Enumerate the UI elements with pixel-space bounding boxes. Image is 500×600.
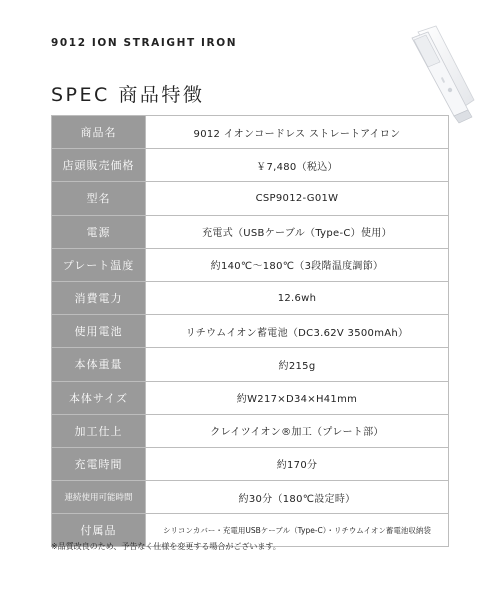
table-row xyxy=(52,348,449,381)
spec-table xyxy=(51,115,449,547)
spec-value: 約140℃〜180℃（3段階温度調節） xyxy=(146,248,449,281)
spec-label: プレート温度 xyxy=(52,248,146,281)
section-title: SPEC 商品特徴 xyxy=(51,84,205,106)
product-name: 9012 ION STRAIGHT IRON xyxy=(51,37,238,49)
spec-value: 約170分 xyxy=(146,447,449,480)
spec-value: クレイツイオン®加工（プレート部） xyxy=(146,414,449,447)
spec-label: 付属品 xyxy=(52,514,146,547)
table-row xyxy=(52,116,449,149)
spec-label: 本体サイズ xyxy=(52,381,146,414)
spec-label: 消費電力 xyxy=(52,281,146,314)
spec-label: 本体重量 xyxy=(52,348,146,381)
spec-label: 使用電池 xyxy=(52,315,146,348)
spec-label: 電源 xyxy=(52,215,146,248)
table-row xyxy=(52,481,449,514)
spec-value: 約215g xyxy=(146,348,449,381)
spec-label: 商品名 xyxy=(52,116,146,149)
table-row xyxy=(52,381,449,414)
spec-label: 加工仕上 xyxy=(52,414,146,447)
spec-label: 店頭販売価格 xyxy=(52,149,146,182)
spec-value: 9012 イオンコードレス ストレートアイロン xyxy=(146,116,449,149)
spec-label: 型名 xyxy=(52,182,146,215)
spec-value: シリコンカバー・充電用USBケーブル（Type-C）・リチウムイオン蓄電池収納袋 xyxy=(146,514,449,547)
footnote: ※品質改良のため、予告なく仕様を変更する場合がございます。 xyxy=(51,542,281,551)
spec-label: 充電時間 xyxy=(52,447,146,480)
spec-label: 連続使用可能時間 xyxy=(52,481,146,514)
spec-value: 12.6wh xyxy=(146,281,449,314)
spec-value: 充電式（USBケーブル（Type-C）使用） xyxy=(146,215,449,248)
table-row xyxy=(52,281,449,314)
product-image xyxy=(392,14,492,126)
table-row xyxy=(52,149,449,182)
spec-value: 約W217×D34×H41mm xyxy=(146,381,449,414)
spec-value: ￥7,480（税込） xyxy=(146,149,449,182)
table-row xyxy=(52,414,449,447)
table-row xyxy=(52,447,449,480)
table-row xyxy=(52,182,449,215)
table-row xyxy=(52,315,449,348)
table-row xyxy=(52,215,449,248)
spec-value: CSP9012-G01W xyxy=(146,182,449,215)
table-row xyxy=(52,248,449,281)
spec-value: 約30分（180℃設定時） xyxy=(146,481,449,514)
straight-iron-icon xyxy=(392,14,492,126)
spec-value: リチウムイオン蓄電池（DC3.62V 3500mAh） xyxy=(146,315,449,348)
